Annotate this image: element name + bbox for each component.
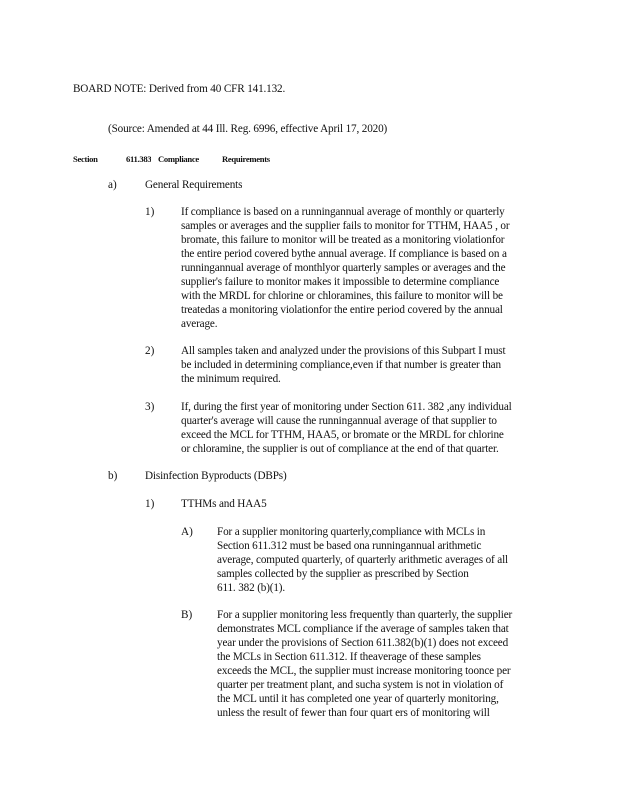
paragraph-line: quarter per treatment plant, and sucha system is not in violation of <box>217 679 504 691</box>
paragraph-line: If, during the first year of monitoring under Section 611. 382 ,any individual <box>181 401 512 413</box>
subsection-a-label: a) <box>108 179 117 191</box>
paragraph-line: For a supplier monitoring less frequently than quarterly, the supplier <box>217 609 513 621</box>
paragraph-line: the MCLs in Section 611.312. If theaverage of these samples <box>217 651 481 663</box>
paragraph-line: runningannual average of monthlyor quarterly samples or averages and the <box>181 262 506 274</box>
paragraph-line: unless the result of fewer than four quart ers of monitoring will <box>217 707 490 719</box>
paragraph-b1-label: 1) <box>145 498 155 510</box>
paragraph-line: All samples taken and analyzed under the provisions of this Subpart I must <box>181 345 506 357</box>
subsection-b-label: b) <box>108 470 118 482</box>
paragraph-a2-label: 2) <box>145 345 155 357</box>
board-note: BOARD NOTE: Derived from 40 CFR 141.132. <box>73 83 286 95</box>
paragraph-a1-label: 1) <box>145 206 155 218</box>
paragraph-line: be included in determining compliance,even if that number is greater than <box>181 359 501 371</box>
paragraph-line: samples collected by the supplier as prescribed by Section <box>217 568 469 580</box>
paragraph-line: average, computed quarterly, of quarterly arithmetic averages of all <box>217 554 508 566</box>
section-word: Section <box>73 154 98 164</box>
paragraph-line: bromate, this failure to monitor will be treated as a monitoring violationfor <box>181 234 505 246</box>
subparagraph-b1b-label: B) <box>181 609 193 621</box>
paragraph-line: If compliance is based on a runningannual average of monthly or quarterly <box>181 206 505 218</box>
paragraph-line: the entire period covered bythe annual average. If compliance is based on a <box>181 248 507 260</box>
section-title-2: Requirements <box>222 154 270 164</box>
paragraph-line: average. <box>181 318 218 330</box>
paragraph-b1-title: TTHMs and HAA5 <box>181 498 267 510</box>
subsection-a-title: General Requirements <box>145 179 243 191</box>
section-number: 611.383 <box>126 154 152 164</box>
paragraph-line: the minimum required. <box>181 373 281 385</box>
paragraph-line: Section 611.312 must be based ona runningannual arithmetic <box>217 540 482 552</box>
paragraph-line: or chloramine, the supplier is out of compliance at the end of that quarter. <box>181 443 499 455</box>
paragraph-line: exceeds the MCL, the supplier must increase monitoring toonce per <box>217 665 511 677</box>
paragraph-line: year under the provisions of Section 611.382(b)(1) does not exceed <box>217 637 509 649</box>
paragraph-line: 611. 382 (b)(1). <box>217 582 286 594</box>
paragraph-line: treatedas a monitoring violationfor the entire period covered by the annual <box>181 304 503 316</box>
paragraph-a3-label: 3) <box>145 401 155 413</box>
section-title-1: Compliance <box>158 154 199 164</box>
paragraph-line: For a supplier monitoring quarterly,compliance with MCLs in <box>217 526 486 538</box>
paragraph-line: exceed the MCL for TTHM, HAA5, or bromate or the MRDL for chlorine <box>181 429 504 441</box>
subparagraph-b1a-label: A) <box>181 526 193 538</box>
paragraph-line: the MCL until it has completed one year of quarterly monitoring, <box>217 693 499 705</box>
paragraph-line: quarter's average will cause the runningannual average of that supplier to <box>181 415 497 427</box>
paragraph-line: supplier's failure to monitor makes it impossible to determine compliance <box>181 276 500 288</box>
source-note: (Source: Amended at 44 Ill. Reg. 6996, effective April 17, 2020) <box>108 123 388 135</box>
paragraph-line: samples or averages and the supplier fails to monitor for TTHM, HAA5 , or <box>181 220 510 232</box>
paragraph-line: with the MRDL for chlorine or chloramines, this failure to monitor will be <box>181 290 503 302</box>
paragraph-line: demonstrates MCL compliance if the average of samples taken that <box>217 623 509 635</box>
subsection-b-title: Disinfection Byproducts (DBPs) <box>145 470 287 482</box>
